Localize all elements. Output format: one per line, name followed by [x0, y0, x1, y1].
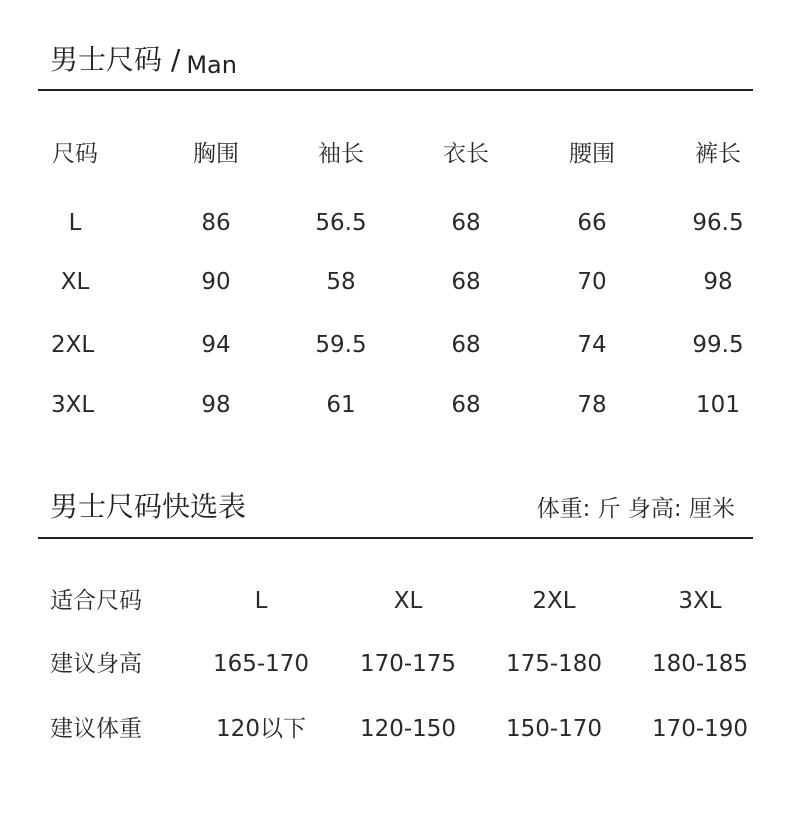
- size-chart-cell: 68: [451, 332, 481, 358]
- quick-chart-cell: 120以下: [216, 716, 306, 742]
- size-chart-cell: 68: [451, 392, 481, 418]
- quick-chart-cell: 170-175: [359, 651, 457, 677]
- quick-chart-cell: XL: [393, 588, 423, 614]
- quick-chart-row-label: 建议身高: [50, 651, 142, 677]
- size-chart-cell: 86: [201, 210, 231, 236]
- size-chart-cell: 2XL: [51, 332, 95, 358]
- size-chart-cell: 59.5: [315, 332, 367, 358]
- size-chart-cell: L: [68, 210, 82, 236]
- size-chart-header-cell: 腰围: [569, 141, 615, 167]
- size-chart-cell: 68: [451, 210, 481, 236]
- size-chart-cell: XL: [60, 269, 90, 295]
- quick-chart-row-label: 适合尺码: [50, 588, 142, 614]
- quick-chart-cell: 120-150: [359, 716, 457, 742]
- size-chart-cell: 90: [201, 269, 231, 295]
- size-chart-cell: 61: [326, 392, 356, 418]
- size-chart-title-cn: 男士尺码 /: [50, 43, 181, 76]
- size-chart-cell: 78: [577, 392, 607, 418]
- size-chart-title: [50, 40, 237, 80]
- size-chart-title-en: Man: [186, 51, 237, 79]
- size-chart-header-cell: 胸围: [193, 141, 239, 167]
- size-chart-header-cell: 裤长: [695, 141, 741, 167]
- size-chart-cell: 96.5: [692, 210, 744, 236]
- quick-chart-cell: 170-190: [651, 716, 749, 742]
- quick-chart-cell: 180-185: [651, 651, 749, 677]
- quick-chart-cell: 175-180: [505, 651, 603, 677]
- size-chart-header-cell: 尺码: [52, 141, 98, 167]
- quick-chart-divider: [38, 537, 753, 539]
- size-chart-cell: 3XL: [51, 392, 95, 418]
- size-chart-cell: 68: [451, 269, 481, 295]
- unit-note: 体重: 斤 身高: 厘米: [536, 496, 735, 522]
- quick-chart-cell: 2XL: [532, 588, 576, 614]
- size-chart-cell: 66: [577, 210, 607, 236]
- quick-chart-cell: 150-170: [505, 716, 603, 742]
- quick-chart-title: 男士尺码快选表: [50, 490, 247, 523]
- size-chart-header-cell: 袖长: [318, 141, 364, 167]
- size-chart-cell: 98: [703, 269, 733, 295]
- size-chart-cell: 101: [696, 392, 740, 418]
- quick-chart-cell: 3XL: [678, 588, 722, 614]
- size-chart-header-cell: 衣长: [443, 141, 489, 167]
- size-chart-cell: 98: [201, 392, 231, 418]
- size-chart-cell: 70: [577, 269, 607, 295]
- size-chart-cell: 56.5: [315, 210, 367, 236]
- quick-chart-row-label: 建议体重: [50, 716, 142, 742]
- quick-chart-cell: 165-170: [212, 651, 310, 677]
- size-chart-cell: 74: [577, 332, 607, 358]
- size-chart-cell: 94: [201, 332, 231, 358]
- size-chart-divider: [38, 89, 753, 91]
- size-chart-cell: 99.5: [692, 332, 744, 358]
- size-chart-cell: 58: [326, 269, 356, 295]
- quick-chart-cell: L: [254, 588, 268, 614]
